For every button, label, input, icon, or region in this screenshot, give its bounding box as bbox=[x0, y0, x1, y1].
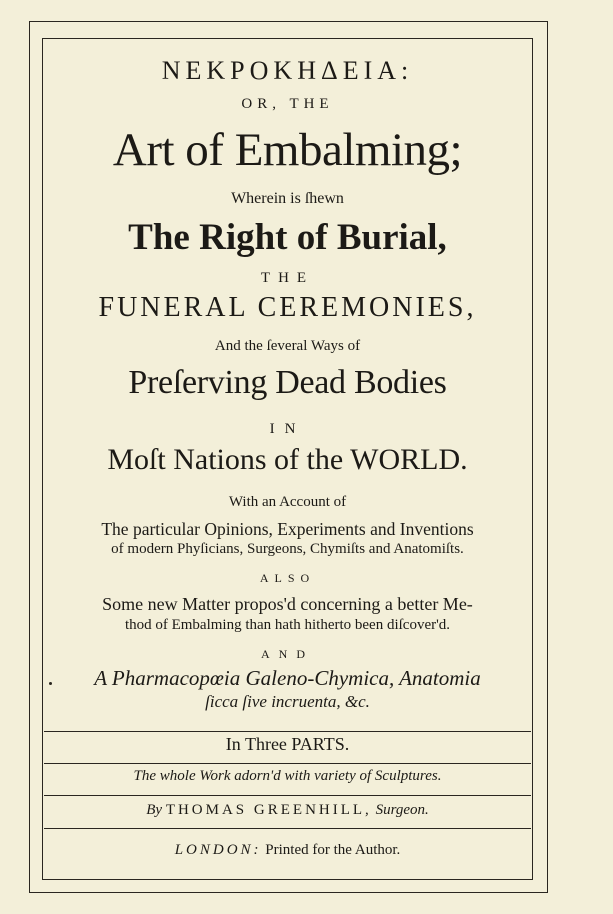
author-line bbox=[44, 802, 531, 819]
matter-line-1: Some new Matter propos'd concerning a better Me- bbox=[102, 594, 473, 614]
in-line: IN bbox=[269, 421, 306, 437]
physicians-line: of modern Phyſicians, Surgeons, Chymiſts and Anatomiſts. bbox=[111, 541, 464, 557]
nations-title: Moſt Nations of the WORLD. bbox=[107, 443, 468, 476]
and-line: AND bbox=[261, 647, 314, 661]
right-of-burial: The Right of Burial, bbox=[128, 217, 447, 258]
rule-divider bbox=[44, 828, 531, 829]
funeral-ceremonies: FUNERAL CEREMONIES, bbox=[98, 292, 477, 323]
wherein-line: Wherein is ſhewn bbox=[231, 190, 344, 207]
several-ways-line: And the ſeveral Ways of bbox=[214, 338, 361, 354]
preserving-title: Preſerving Dead Bodies bbox=[128, 364, 447, 401]
rule-divider bbox=[44, 763, 531, 764]
main-title: Art of Embalming; bbox=[112, 124, 463, 176]
sicca-line: ſicca ſive incruenta, &c. bbox=[205, 692, 370, 711]
also-line: ALSO bbox=[259, 571, 316, 585]
whole-work-line: The whole Work adorn'd with variety of Sculptures. bbox=[133, 768, 442, 784]
pharmacopoeia-line: A Pharmacopœia Galeno-Chymica, Anatomia bbox=[94, 666, 481, 690]
matter-line-2: thod of Embalming than hath hitherto been diſcover'd. bbox=[124, 617, 451, 633]
account-line: With an Account of bbox=[228, 494, 347, 510]
imprint-city: LONDON: bbox=[174, 842, 262, 858]
author-profession: Surgeon. bbox=[375, 802, 429, 818]
title-page bbox=[44, 40, 531, 878]
or-the-line: OR, THE bbox=[241, 96, 334, 112]
opinions-line: The particular Opinions, Experiments and Inventions bbox=[101, 519, 474, 539]
parts-line: In Three PARTS. bbox=[225, 734, 350, 754]
imprint-printer: Printed for the Author. bbox=[265, 842, 401, 858]
imprint-line bbox=[44, 842, 531, 859]
rule-divider bbox=[44, 795, 531, 796]
greek-title: ΝΕΚΡΟΚΗΔΕΙΑ: bbox=[161, 56, 414, 85]
rule-divider bbox=[44, 731, 531, 732]
by-prefix: By bbox=[146, 802, 163, 818]
author-name: THOMAS GREENHILL, bbox=[165, 802, 372, 818]
the-line: THE bbox=[260, 270, 315, 286]
